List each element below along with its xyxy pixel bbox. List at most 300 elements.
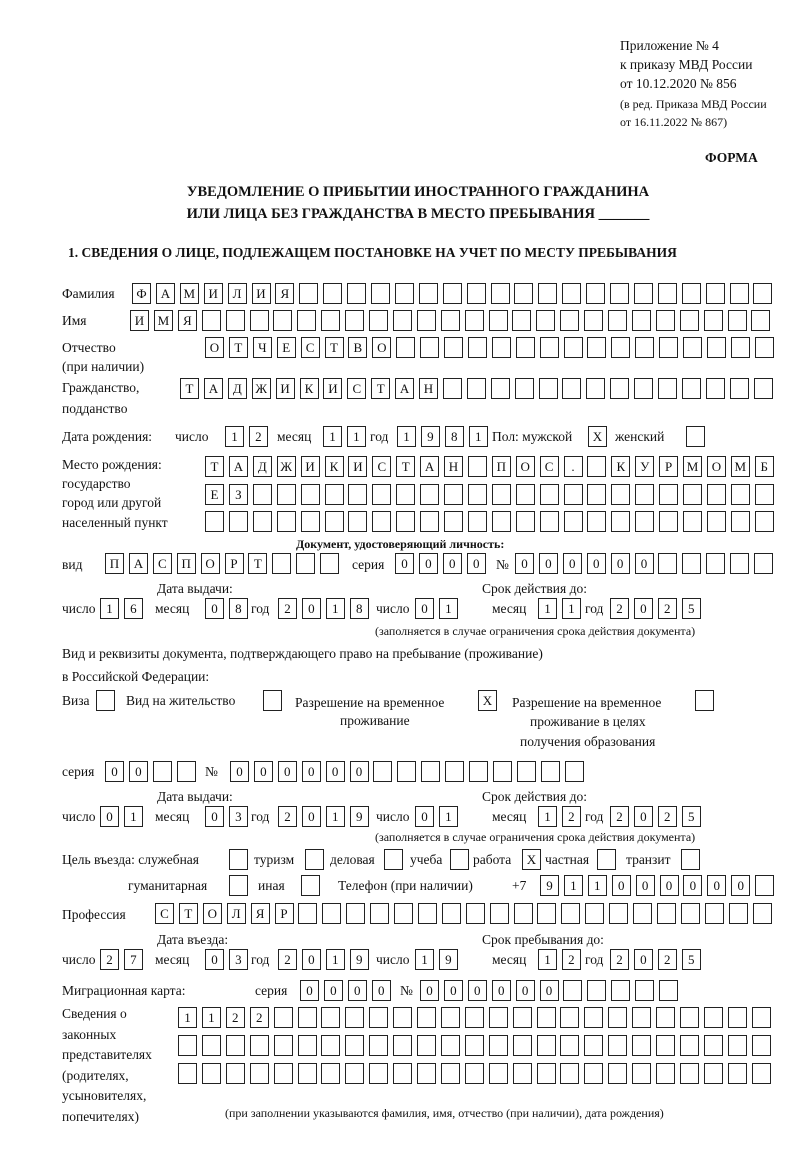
- birthplace-box[interactable]: [564, 511, 583, 532]
- doc-number-box[interactable]: 0: [539, 553, 558, 574]
- citizenship-box[interactable]: [634, 378, 653, 399]
- representatives-box[interactable]: [393, 1035, 412, 1056]
- birthplace-box[interactable]: Е: [205, 484, 224, 505]
- birthplace-box[interactable]: [755, 484, 774, 505]
- birthplace-box[interactable]: [707, 484, 726, 505]
- representatives-box[interactable]: [202, 1063, 221, 1084]
- phone-box[interactable]: 0: [660, 875, 679, 896]
- day-box[interactable]: 9: [439, 949, 458, 970]
- name-box[interactable]: И: [130, 310, 149, 331]
- birthplace-box[interactable]: [540, 484, 559, 505]
- patronymic-box[interactable]: [444, 337, 463, 358]
- surname-box[interactable]: [467, 283, 486, 304]
- birthplace-box[interactable]: [253, 484, 272, 505]
- year-box[interactable]: 1: [326, 598, 345, 619]
- profession-box[interactable]: [609, 903, 628, 924]
- stay-number-box[interactable]: 0: [254, 761, 273, 782]
- year-box[interactable]: 5: [682, 949, 701, 970]
- representatives-box[interactable]: [489, 1063, 508, 1084]
- month-box[interactable]: 1: [538, 598, 557, 619]
- mc-number-box[interactable]: 0: [516, 980, 535, 1001]
- female-checkbox[interactable]: [686, 426, 705, 447]
- surname-box[interactable]: [562, 283, 581, 304]
- birthplace-box[interactable]: [564, 484, 583, 505]
- phone-box[interactable]: 0: [707, 875, 726, 896]
- phone-box[interactable]: 0: [731, 875, 750, 896]
- stay-number-box[interactable]: 0: [230, 761, 249, 782]
- birthplace-box[interactable]: [277, 484, 296, 505]
- birthplace-box[interactable]: [635, 511, 654, 532]
- day-box[interactable]: 0: [415, 598, 434, 619]
- patronymic-box[interactable]: Ч: [253, 337, 272, 358]
- birth-year-box[interactable]: 1: [397, 426, 416, 447]
- profession-box[interactable]: Т: [179, 903, 198, 924]
- stay-number-box[interactable]: [397, 761, 416, 782]
- surname-box[interactable]: [658, 283, 677, 304]
- birthplace-box[interactable]: И: [348, 456, 367, 477]
- profession-box[interactable]: Р: [275, 903, 294, 924]
- surname-box[interactable]: [682, 283, 701, 304]
- representatives-box[interactable]: [369, 1063, 388, 1084]
- birthplace-box[interactable]: А: [229, 456, 248, 477]
- doc-series-box[interactable]: 0: [395, 553, 414, 574]
- citizenship-box[interactable]: [443, 378, 462, 399]
- profession-box[interactable]: [514, 903, 533, 924]
- year-box[interactable]: 5: [682, 598, 701, 619]
- year-box[interactable]: 2: [610, 949, 629, 970]
- profession-box[interactable]: Я: [251, 903, 270, 924]
- representatives-box[interactable]: [584, 1063, 603, 1084]
- stay-series-box[interactable]: [153, 761, 172, 782]
- transit-checkbox[interactable]: [681, 849, 700, 870]
- birthplace-box[interactable]: С: [540, 456, 559, 477]
- stay-number-box[interactable]: [373, 761, 392, 782]
- birth-day-box[interactable]: 1: [225, 426, 244, 447]
- birthplace-box[interactable]: Т: [205, 456, 224, 477]
- mc-number-box[interactable]: [611, 980, 630, 1001]
- representatives-box[interactable]: [656, 1035, 675, 1056]
- name-box[interactable]: [536, 310, 555, 331]
- representatives-box[interactable]: [369, 1007, 388, 1028]
- profession-box[interactable]: [346, 903, 365, 924]
- representatives-box[interactable]: [393, 1063, 412, 1084]
- birthplace-box[interactable]: [348, 511, 367, 532]
- birthplace-box[interactable]: К: [325, 456, 344, 477]
- stay-number-box[interactable]: 0: [278, 761, 297, 782]
- name-box[interactable]: [202, 310, 221, 331]
- birthplace-box[interactable]: О: [707, 456, 726, 477]
- doc-type-box[interactable]: Р: [225, 553, 244, 574]
- birthplace-box[interactable]: М: [683, 456, 702, 477]
- birthplace-box[interactable]: [325, 511, 344, 532]
- residence-checkbox[interactable]: [263, 690, 282, 711]
- month-box[interactable]: 3: [229, 949, 248, 970]
- birthplace-box[interactable]: К: [611, 456, 630, 477]
- birthplace-box[interactable]: [444, 511, 463, 532]
- citizenship-box[interactable]: Д: [228, 378, 247, 399]
- representatives-box[interactable]: [656, 1063, 675, 1084]
- day-box[interactable]: 1: [415, 949, 434, 970]
- birthplace-box[interactable]: [420, 511, 439, 532]
- patronymic-box[interactable]: [707, 337, 726, 358]
- patronymic-box[interactable]: [611, 337, 630, 358]
- name-box[interactable]: [512, 310, 531, 331]
- representatives-box[interactable]: [465, 1035, 484, 1056]
- birthplace-box[interactable]: [325, 484, 344, 505]
- birthplace-box[interactable]: [468, 484, 487, 505]
- year-box[interactable]: 2: [658, 806, 677, 827]
- birthplace-box[interactable]: [731, 484, 750, 505]
- name-box[interactable]: [728, 310, 747, 331]
- patronymic-box[interactable]: Е: [277, 337, 296, 358]
- stay-number-box[interactable]: [469, 761, 488, 782]
- birthplace-box[interactable]: [372, 484, 391, 505]
- representatives-box[interactable]: [608, 1063, 627, 1084]
- stay-number-box[interactable]: 0: [302, 761, 321, 782]
- representatives-box[interactable]: [752, 1063, 771, 1084]
- birthplace-box[interactable]: [587, 511, 606, 532]
- name-box[interactable]: [489, 310, 508, 331]
- citizenship-box[interactable]: [562, 378, 581, 399]
- month-box[interactable]: 2: [562, 949, 581, 970]
- tourism-checkbox[interactable]: [305, 849, 324, 870]
- surname-box[interactable]: [323, 283, 342, 304]
- doc-type-box[interactable]: [272, 553, 291, 574]
- year-box[interactable]: 2: [658, 598, 677, 619]
- year-box[interactable]: 0: [302, 598, 321, 619]
- profession-box[interactable]: [370, 903, 389, 924]
- stay-number-box[interactable]: [445, 761, 464, 782]
- name-box[interactable]: [393, 310, 412, 331]
- citizenship-box[interactable]: К: [300, 378, 319, 399]
- patronymic-box[interactable]: [564, 337, 583, 358]
- mc-number-box[interactable]: 0: [420, 980, 439, 1001]
- representatives-box[interactable]: [704, 1007, 723, 1028]
- representatives-box[interactable]: [513, 1063, 532, 1084]
- representatives-box[interactable]: [560, 1035, 579, 1056]
- representatives-box[interactable]: [752, 1035, 771, 1056]
- doc-type-box[interactable]: П: [177, 553, 196, 574]
- profession-box[interactable]: [418, 903, 437, 924]
- doc-type-box[interactable]: П: [105, 553, 124, 574]
- doc-number-box[interactable]: 0: [587, 553, 606, 574]
- profession-box[interactable]: [681, 903, 700, 924]
- birth-month-box[interactable]: 1: [323, 426, 342, 447]
- trp-checkbox[interactable]: X: [478, 690, 497, 711]
- day-box[interactable]: 0: [100, 806, 119, 827]
- day-box[interactable]: 1: [100, 598, 119, 619]
- profession-box[interactable]: О: [203, 903, 222, 924]
- stay-series-box[interactable]: [177, 761, 196, 782]
- representatives-box[interactable]: [417, 1007, 436, 1028]
- mc-number-box[interactable]: 0: [468, 980, 487, 1001]
- surname-box[interactable]: [634, 283, 653, 304]
- stay-number-box[interactable]: 0: [350, 761, 369, 782]
- birthplace-box[interactable]: З: [229, 484, 248, 505]
- doc-number-box[interactable]: 0: [611, 553, 630, 574]
- surname-box[interactable]: Ф: [132, 283, 151, 304]
- representatives-box[interactable]: [608, 1035, 627, 1056]
- patronymic-box[interactable]: С: [301, 337, 320, 358]
- humanitarian-checkbox[interactable]: [229, 875, 248, 896]
- patronymic-box[interactable]: Т: [325, 337, 344, 358]
- day-box[interactable]: 7: [124, 949, 143, 970]
- patronymic-box[interactable]: Т: [229, 337, 248, 358]
- year-box[interactable]: 9: [350, 806, 369, 827]
- doc-type-box[interactable]: А: [129, 553, 148, 574]
- service-checkbox[interactable]: [229, 849, 248, 870]
- representatives-box[interactable]: [321, 1063, 340, 1084]
- representatives-box[interactable]: [656, 1007, 675, 1028]
- birthplace-box[interactable]: М: [731, 456, 750, 477]
- representatives-box[interactable]: [680, 1007, 699, 1028]
- birthplace-box[interactable]: [707, 511, 726, 532]
- surname-box[interactable]: М: [180, 283, 199, 304]
- representatives-box[interactable]: [321, 1035, 340, 1056]
- surname-box[interactable]: [347, 283, 366, 304]
- month-box[interactable]: 1: [538, 806, 557, 827]
- representatives-box[interactable]: [393, 1007, 412, 1028]
- birthplace-box[interactable]: [492, 511, 511, 532]
- birthplace-box[interactable]: Д: [253, 456, 272, 477]
- doc-number-box[interactable]: 0: [635, 553, 654, 574]
- representatives-box[interactable]: [298, 1063, 317, 1084]
- representatives-box[interactable]: [728, 1035, 747, 1056]
- birthplace-box[interactable]: [683, 484, 702, 505]
- patronymic-box[interactable]: [635, 337, 654, 358]
- birthplace-box[interactable]: [635, 484, 654, 505]
- name-box[interactable]: М: [154, 310, 173, 331]
- birthplace-box[interactable]: [468, 511, 487, 532]
- mc-number-box[interactable]: 0: [444, 980, 463, 1001]
- birthplace-box[interactable]: А: [420, 456, 439, 477]
- doc-number-box[interactable]: 0: [563, 553, 582, 574]
- surname-box[interactable]: [753, 283, 772, 304]
- male-checkbox[interactable]: X: [588, 426, 607, 447]
- name-box[interactable]: [273, 310, 292, 331]
- representatives-box[interactable]: [441, 1035, 460, 1056]
- trp-edu-checkbox[interactable]: [695, 690, 714, 711]
- doc-series-box[interactable]: 0: [419, 553, 438, 574]
- doc-number-box[interactable]: [754, 553, 773, 574]
- name-box[interactable]: [226, 310, 245, 331]
- citizenship-box[interactable]: [658, 378, 677, 399]
- representatives-box[interactable]: [441, 1007, 460, 1028]
- profession-box[interactable]: [298, 903, 317, 924]
- citizenship-box[interactable]: А: [395, 378, 414, 399]
- doc-number-box[interactable]: [658, 553, 677, 574]
- visa-checkbox[interactable]: [96, 690, 115, 711]
- stay-number-box[interactable]: [493, 761, 512, 782]
- representatives-box[interactable]: [274, 1035, 293, 1056]
- year-box[interactable]: 2: [278, 598, 297, 619]
- representatives-box[interactable]: [704, 1063, 723, 1084]
- patronymic-box[interactable]: [659, 337, 678, 358]
- birthplace-box[interactable]: [755, 511, 774, 532]
- birthplace-box[interactable]: Б: [755, 456, 774, 477]
- representatives-box[interactable]: [489, 1035, 508, 1056]
- birthplace-box[interactable]: Т: [396, 456, 415, 477]
- birthplace-box[interactable]: Ж: [277, 456, 296, 477]
- stay-series-box[interactable]: 0: [129, 761, 148, 782]
- patronymic-box[interactable]: [516, 337, 535, 358]
- profession-box[interactable]: [466, 903, 485, 924]
- birthplace-box[interactable]: [683, 511, 702, 532]
- surname-box[interactable]: [395, 283, 414, 304]
- mc-series-box[interactable]: 0: [372, 980, 391, 1001]
- representatives-box[interactable]: [537, 1063, 556, 1084]
- birth-month-box[interactable]: 1: [347, 426, 366, 447]
- mc-series-box[interactable]: 0: [324, 980, 343, 1001]
- birthplace-box[interactable]: .: [564, 456, 583, 477]
- name-box[interactable]: [297, 310, 316, 331]
- birthplace-box[interactable]: [492, 484, 511, 505]
- name-box[interactable]: [321, 310, 340, 331]
- birthplace-box[interactable]: [516, 484, 535, 505]
- mc-number-box[interactable]: [635, 980, 654, 1001]
- representatives-box[interactable]: [250, 1063, 269, 1084]
- year-box[interactable]: 0: [634, 949, 653, 970]
- name-box[interactable]: [704, 310, 723, 331]
- surname-box[interactable]: [371, 283, 390, 304]
- year-box[interactable]: 2: [278, 806, 297, 827]
- surname-box[interactable]: [538, 283, 557, 304]
- month-box[interactable]: 3: [229, 806, 248, 827]
- year-box[interactable]: 0: [634, 806, 653, 827]
- surname-box[interactable]: [514, 283, 533, 304]
- birthplace-box[interactable]: [205, 511, 224, 532]
- representatives-box[interactable]: [226, 1035, 245, 1056]
- patronymic-box[interactable]: О: [205, 337, 224, 358]
- representatives-box[interactable]: 1: [202, 1007, 221, 1028]
- profession-box[interactable]: [490, 903, 509, 924]
- surname-box[interactable]: Я: [275, 283, 294, 304]
- phone-box[interactable]: 9: [540, 875, 559, 896]
- surname-box[interactable]: И: [252, 283, 271, 304]
- name-box[interactable]: [465, 310, 484, 331]
- birthplace-box[interactable]: [659, 484, 678, 505]
- citizenship-box[interactable]: [706, 378, 725, 399]
- day-box[interactable]: 1: [124, 806, 143, 827]
- birthplace-box[interactable]: [587, 456, 606, 477]
- profession-box[interactable]: [705, 903, 724, 924]
- stay-number-box[interactable]: [541, 761, 560, 782]
- patronymic-box[interactable]: [396, 337, 415, 358]
- representatives-box[interactable]: [680, 1035, 699, 1056]
- representatives-box[interactable]: 2: [226, 1007, 245, 1028]
- year-box[interactable]: 9: [350, 949, 369, 970]
- name-box[interactable]: [632, 310, 651, 331]
- profession-box[interactable]: Л: [227, 903, 246, 924]
- birthplace-box[interactable]: [468, 456, 487, 477]
- citizenship-box[interactable]: И: [323, 378, 342, 399]
- representatives-box[interactable]: 2: [250, 1007, 269, 1028]
- representatives-box[interactable]: [632, 1063, 651, 1084]
- representatives-box[interactable]: [489, 1007, 508, 1028]
- name-box[interactable]: [345, 310, 364, 331]
- representatives-box[interactable]: [226, 1063, 245, 1084]
- representatives-box[interactable]: [345, 1007, 364, 1028]
- representatives-box[interactable]: [537, 1007, 556, 1028]
- profession-box[interactable]: [322, 903, 341, 924]
- name-box[interactable]: [680, 310, 699, 331]
- stay-number-box[interactable]: [421, 761, 440, 782]
- birth-year-box[interactable]: 1: [469, 426, 488, 447]
- mc-number-box[interactable]: 0: [540, 980, 559, 1001]
- representatives-box[interactable]: [345, 1035, 364, 1056]
- year-box[interactable]: 0: [302, 949, 321, 970]
- birthplace-box[interactable]: Н: [444, 456, 463, 477]
- surname-box[interactable]: [730, 283, 749, 304]
- name-box[interactable]: [441, 310, 460, 331]
- surname-box[interactable]: [491, 283, 510, 304]
- citizenship-box[interactable]: [754, 378, 773, 399]
- profession-box[interactable]: [537, 903, 556, 924]
- citizenship-box[interactable]: [586, 378, 605, 399]
- representatives-box[interactable]: [632, 1035, 651, 1056]
- doc-series-box[interactable]: 0: [467, 553, 486, 574]
- birthplace-box[interactable]: П: [492, 456, 511, 477]
- birthplace-box[interactable]: [301, 484, 320, 505]
- citizenship-box[interactable]: [682, 378, 701, 399]
- representatives-box[interactable]: [369, 1035, 388, 1056]
- surname-box[interactable]: И: [204, 283, 223, 304]
- surname-box[interactable]: Л: [228, 283, 247, 304]
- stay-series-box[interactable]: 0: [105, 761, 124, 782]
- birth-year-box[interactable]: 8: [445, 426, 464, 447]
- representatives-box[interactable]: [560, 1007, 579, 1028]
- year-box[interactable]: 0: [302, 806, 321, 827]
- name-box[interactable]: [560, 310, 579, 331]
- representatives-box[interactable]: [417, 1035, 436, 1056]
- birthplace-box[interactable]: [253, 511, 272, 532]
- citizenship-box[interactable]: А: [204, 378, 223, 399]
- citizenship-box[interactable]: Н: [419, 378, 438, 399]
- patronymic-box[interactable]: О: [372, 337, 391, 358]
- stay-number-box[interactable]: 0: [326, 761, 345, 782]
- profession-box[interactable]: [394, 903, 413, 924]
- stay-number-box[interactable]: [517, 761, 536, 782]
- phone-box[interactable]: [755, 875, 774, 896]
- surname-box[interactable]: [586, 283, 605, 304]
- mc-number-box[interactable]: 0: [492, 980, 511, 1001]
- phone-box[interactable]: 0: [636, 875, 655, 896]
- patronymic-box[interactable]: [420, 337, 439, 358]
- citizenship-box[interactable]: [539, 378, 558, 399]
- representatives-box[interactable]: [250, 1035, 269, 1056]
- representatives-box[interactable]: [178, 1035, 197, 1056]
- representatives-box[interactable]: [584, 1007, 603, 1028]
- citizenship-box[interactable]: [610, 378, 629, 399]
- representatives-box[interactable]: [584, 1035, 603, 1056]
- mc-number-box[interactable]: [563, 980, 582, 1001]
- month-box[interactable]: 0: [205, 949, 224, 970]
- birthplace-box[interactable]: О: [516, 456, 535, 477]
- name-box[interactable]: [608, 310, 627, 331]
- doc-number-box[interactable]: [682, 553, 701, 574]
- birthplace-box[interactable]: [731, 511, 750, 532]
- year-box[interactable]: 0: [634, 598, 653, 619]
- representatives-box[interactable]: [321, 1007, 340, 1028]
- other-checkbox[interactable]: [301, 875, 320, 896]
- representatives-box[interactable]: [728, 1007, 747, 1028]
- birth-day-box[interactable]: 2: [249, 426, 268, 447]
- birthplace-box[interactable]: [516, 511, 535, 532]
- birthplace-box[interactable]: [420, 484, 439, 505]
- business-checkbox[interactable]: [384, 849, 403, 870]
- patronymic-box[interactable]: [587, 337, 606, 358]
- birthplace-box[interactable]: [301, 511, 320, 532]
